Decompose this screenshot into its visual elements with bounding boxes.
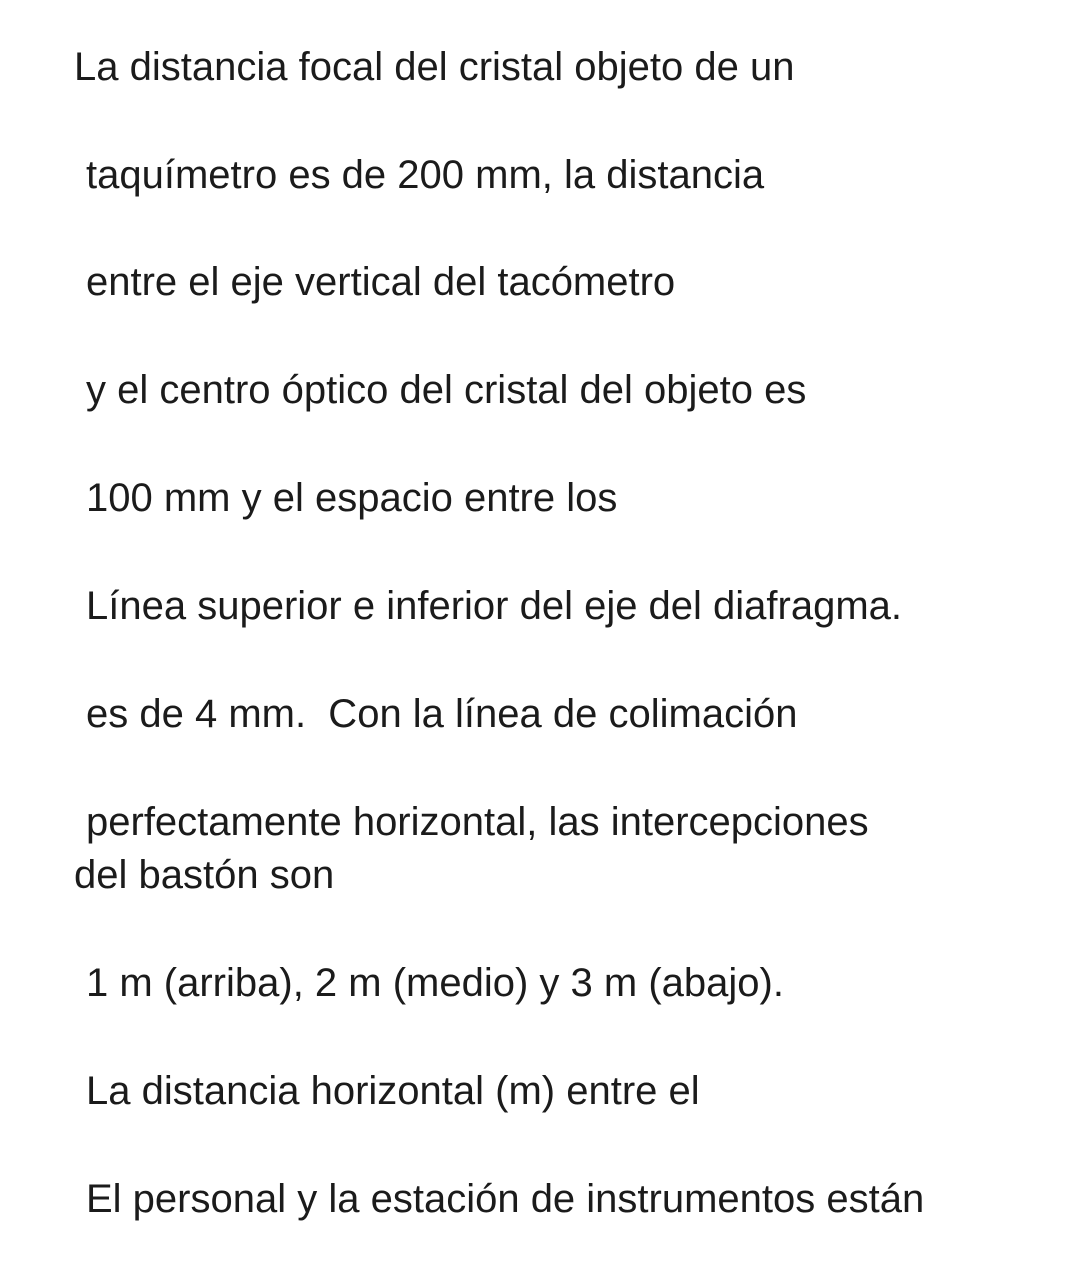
- text-line: 1 m (arriba), 2 m (medio) y 3 m (abajo).: [86, 961, 784, 1005]
- text-line: del bastón son: [74, 853, 335, 897]
- text-line: perfectamente horizontal, las intercepciones: [86, 800, 869, 844]
- text-line: Línea superior e inferior del eje del diafragma.: [86, 584, 903, 628]
- text-line: entre el eje vertical del tacómetro: [86, 260, 676, 304]
- text-line: es de 4 mm. Con la línea de colimación: [86, 692, 798, 736]
- text-line: 100 mm y el espacio entre los: [86, 476, 618, 520]
- text-line: El personal y la estación de instrumentos están: [86, 1177, 925, 1221]
- text-line: taquímetro es de 200 mm, la distancia: [86, 153, 765, 197]
- text-line: La distancia horizontal (m) entre el: [86, 1069, 700, 1113]
- text-line: La distancia focal del cristal objeto de un: [74, 45, 795, 89]
- text-line: y el centro óptico del cristal del objeto es: [86, 368, 807, 412]
